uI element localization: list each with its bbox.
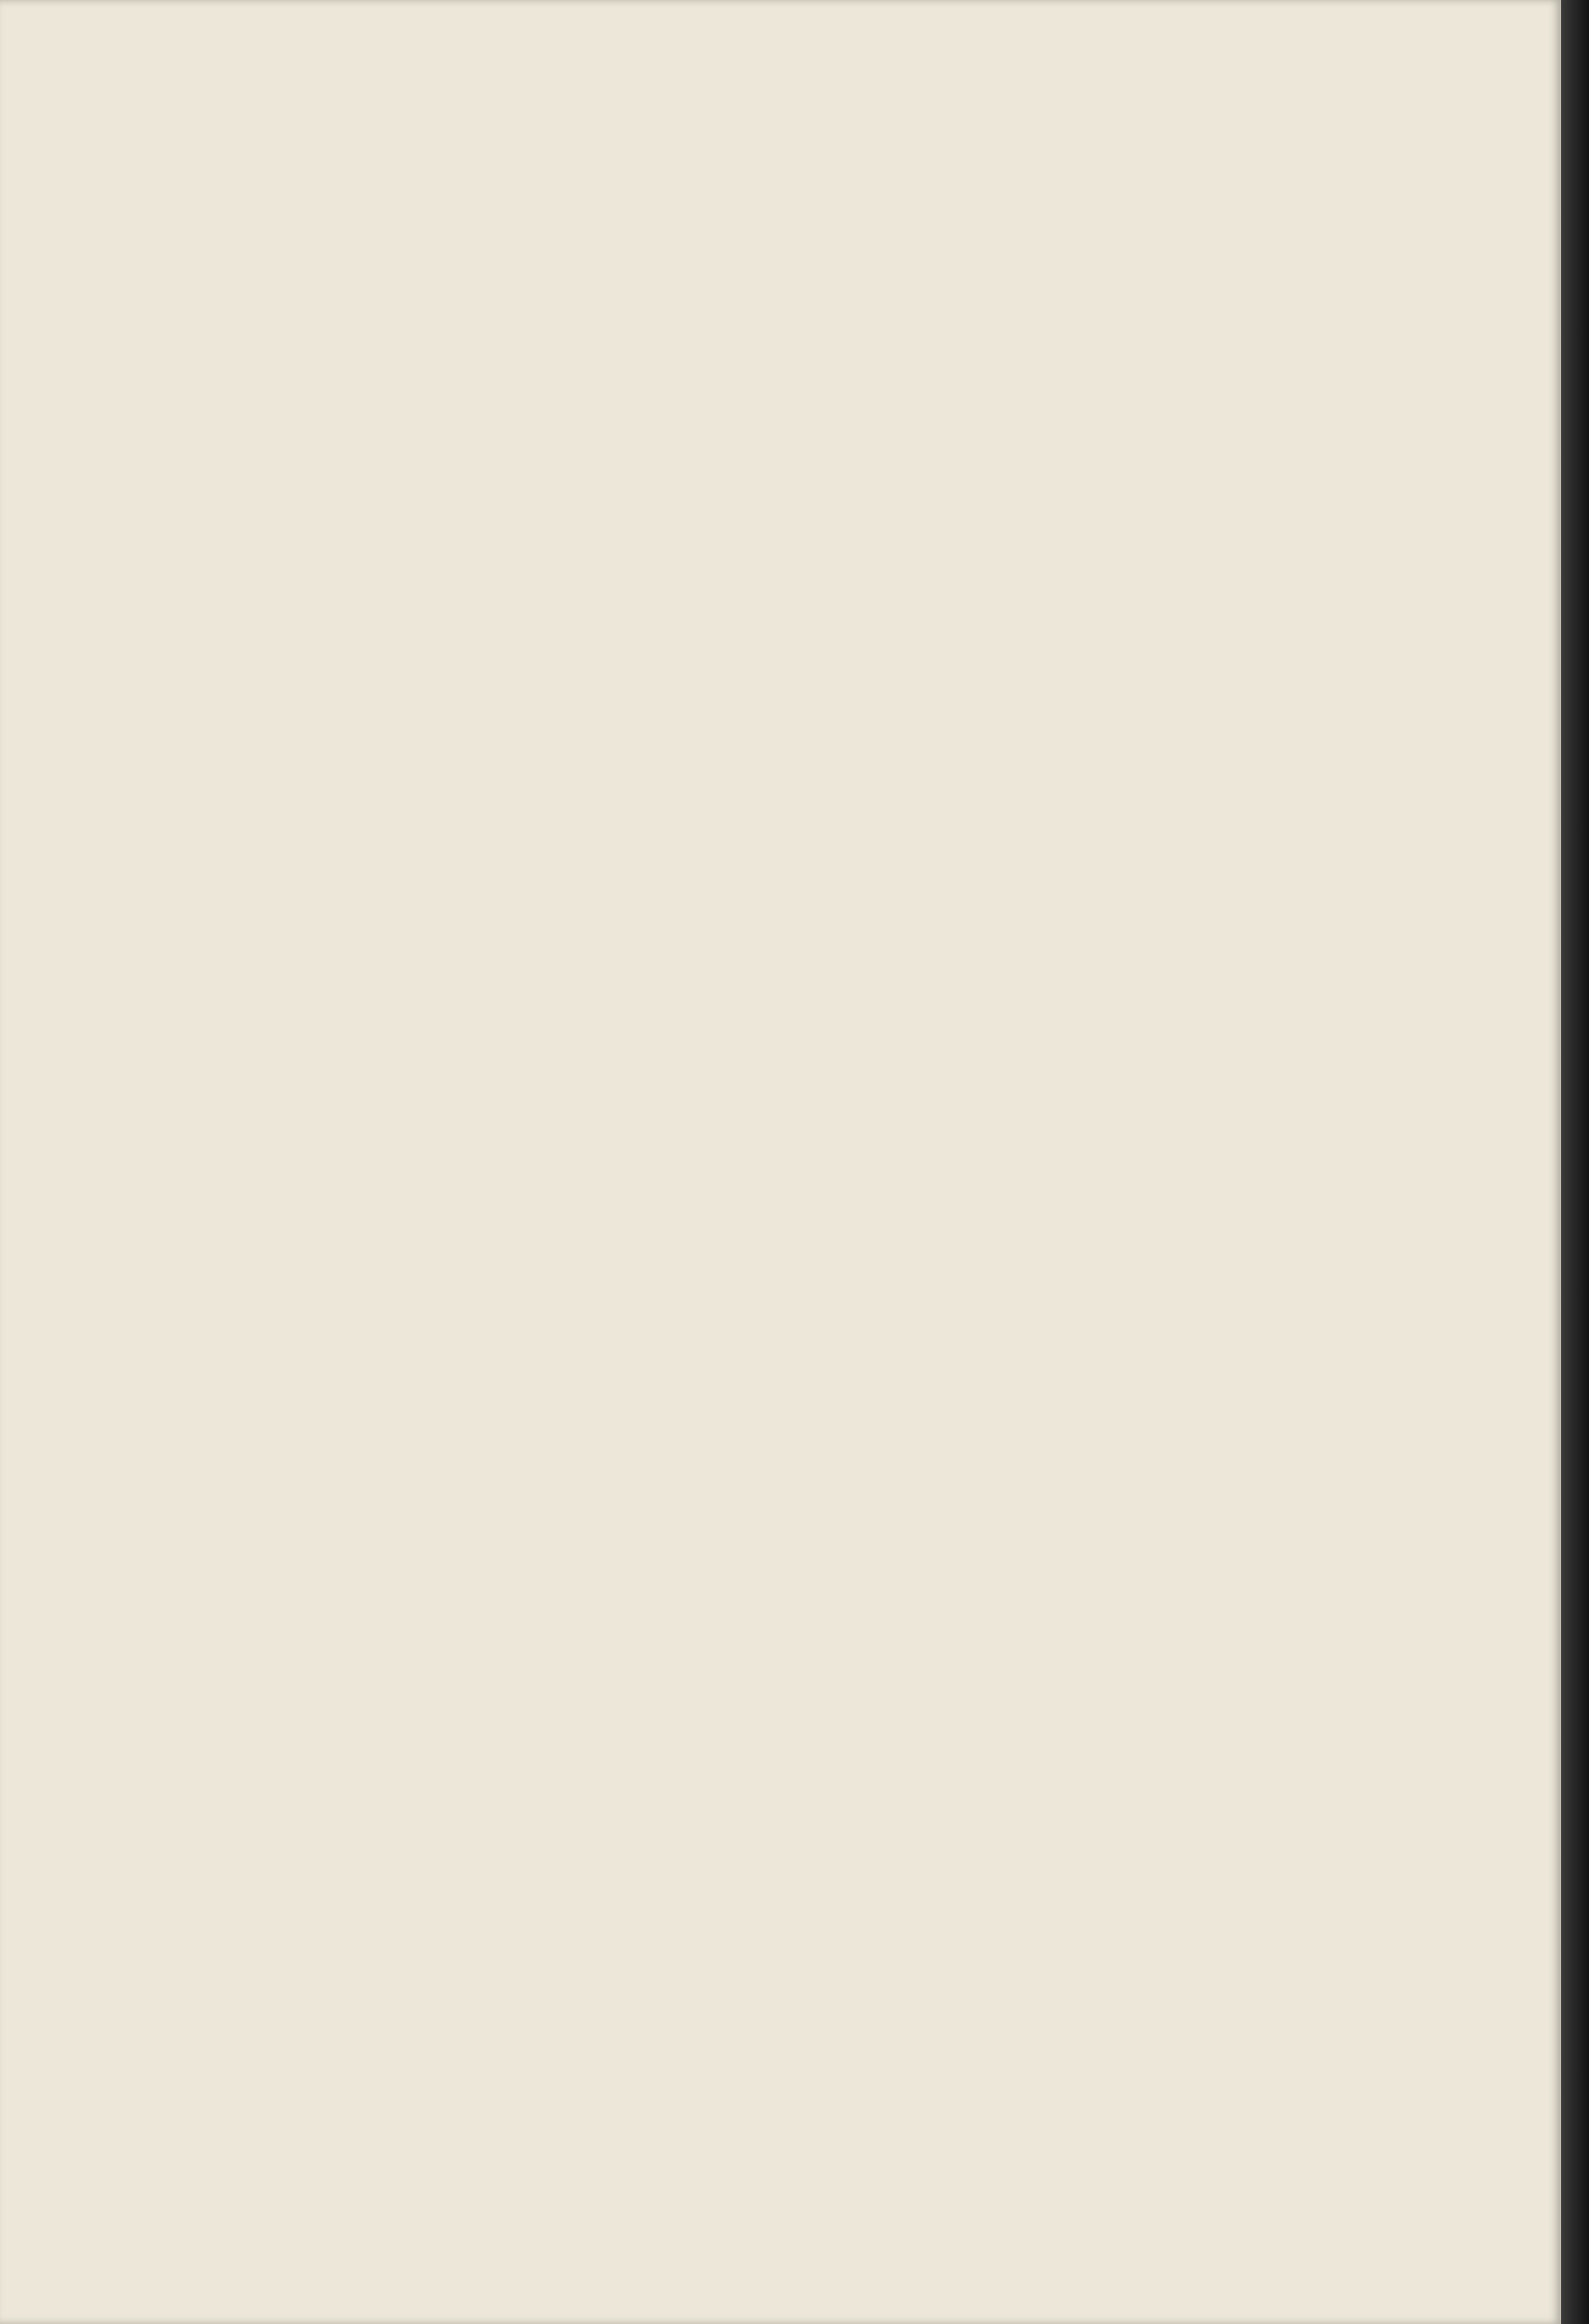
column-2 [477,127,838,133]
scan-edge [1561,0,1589,2324]
